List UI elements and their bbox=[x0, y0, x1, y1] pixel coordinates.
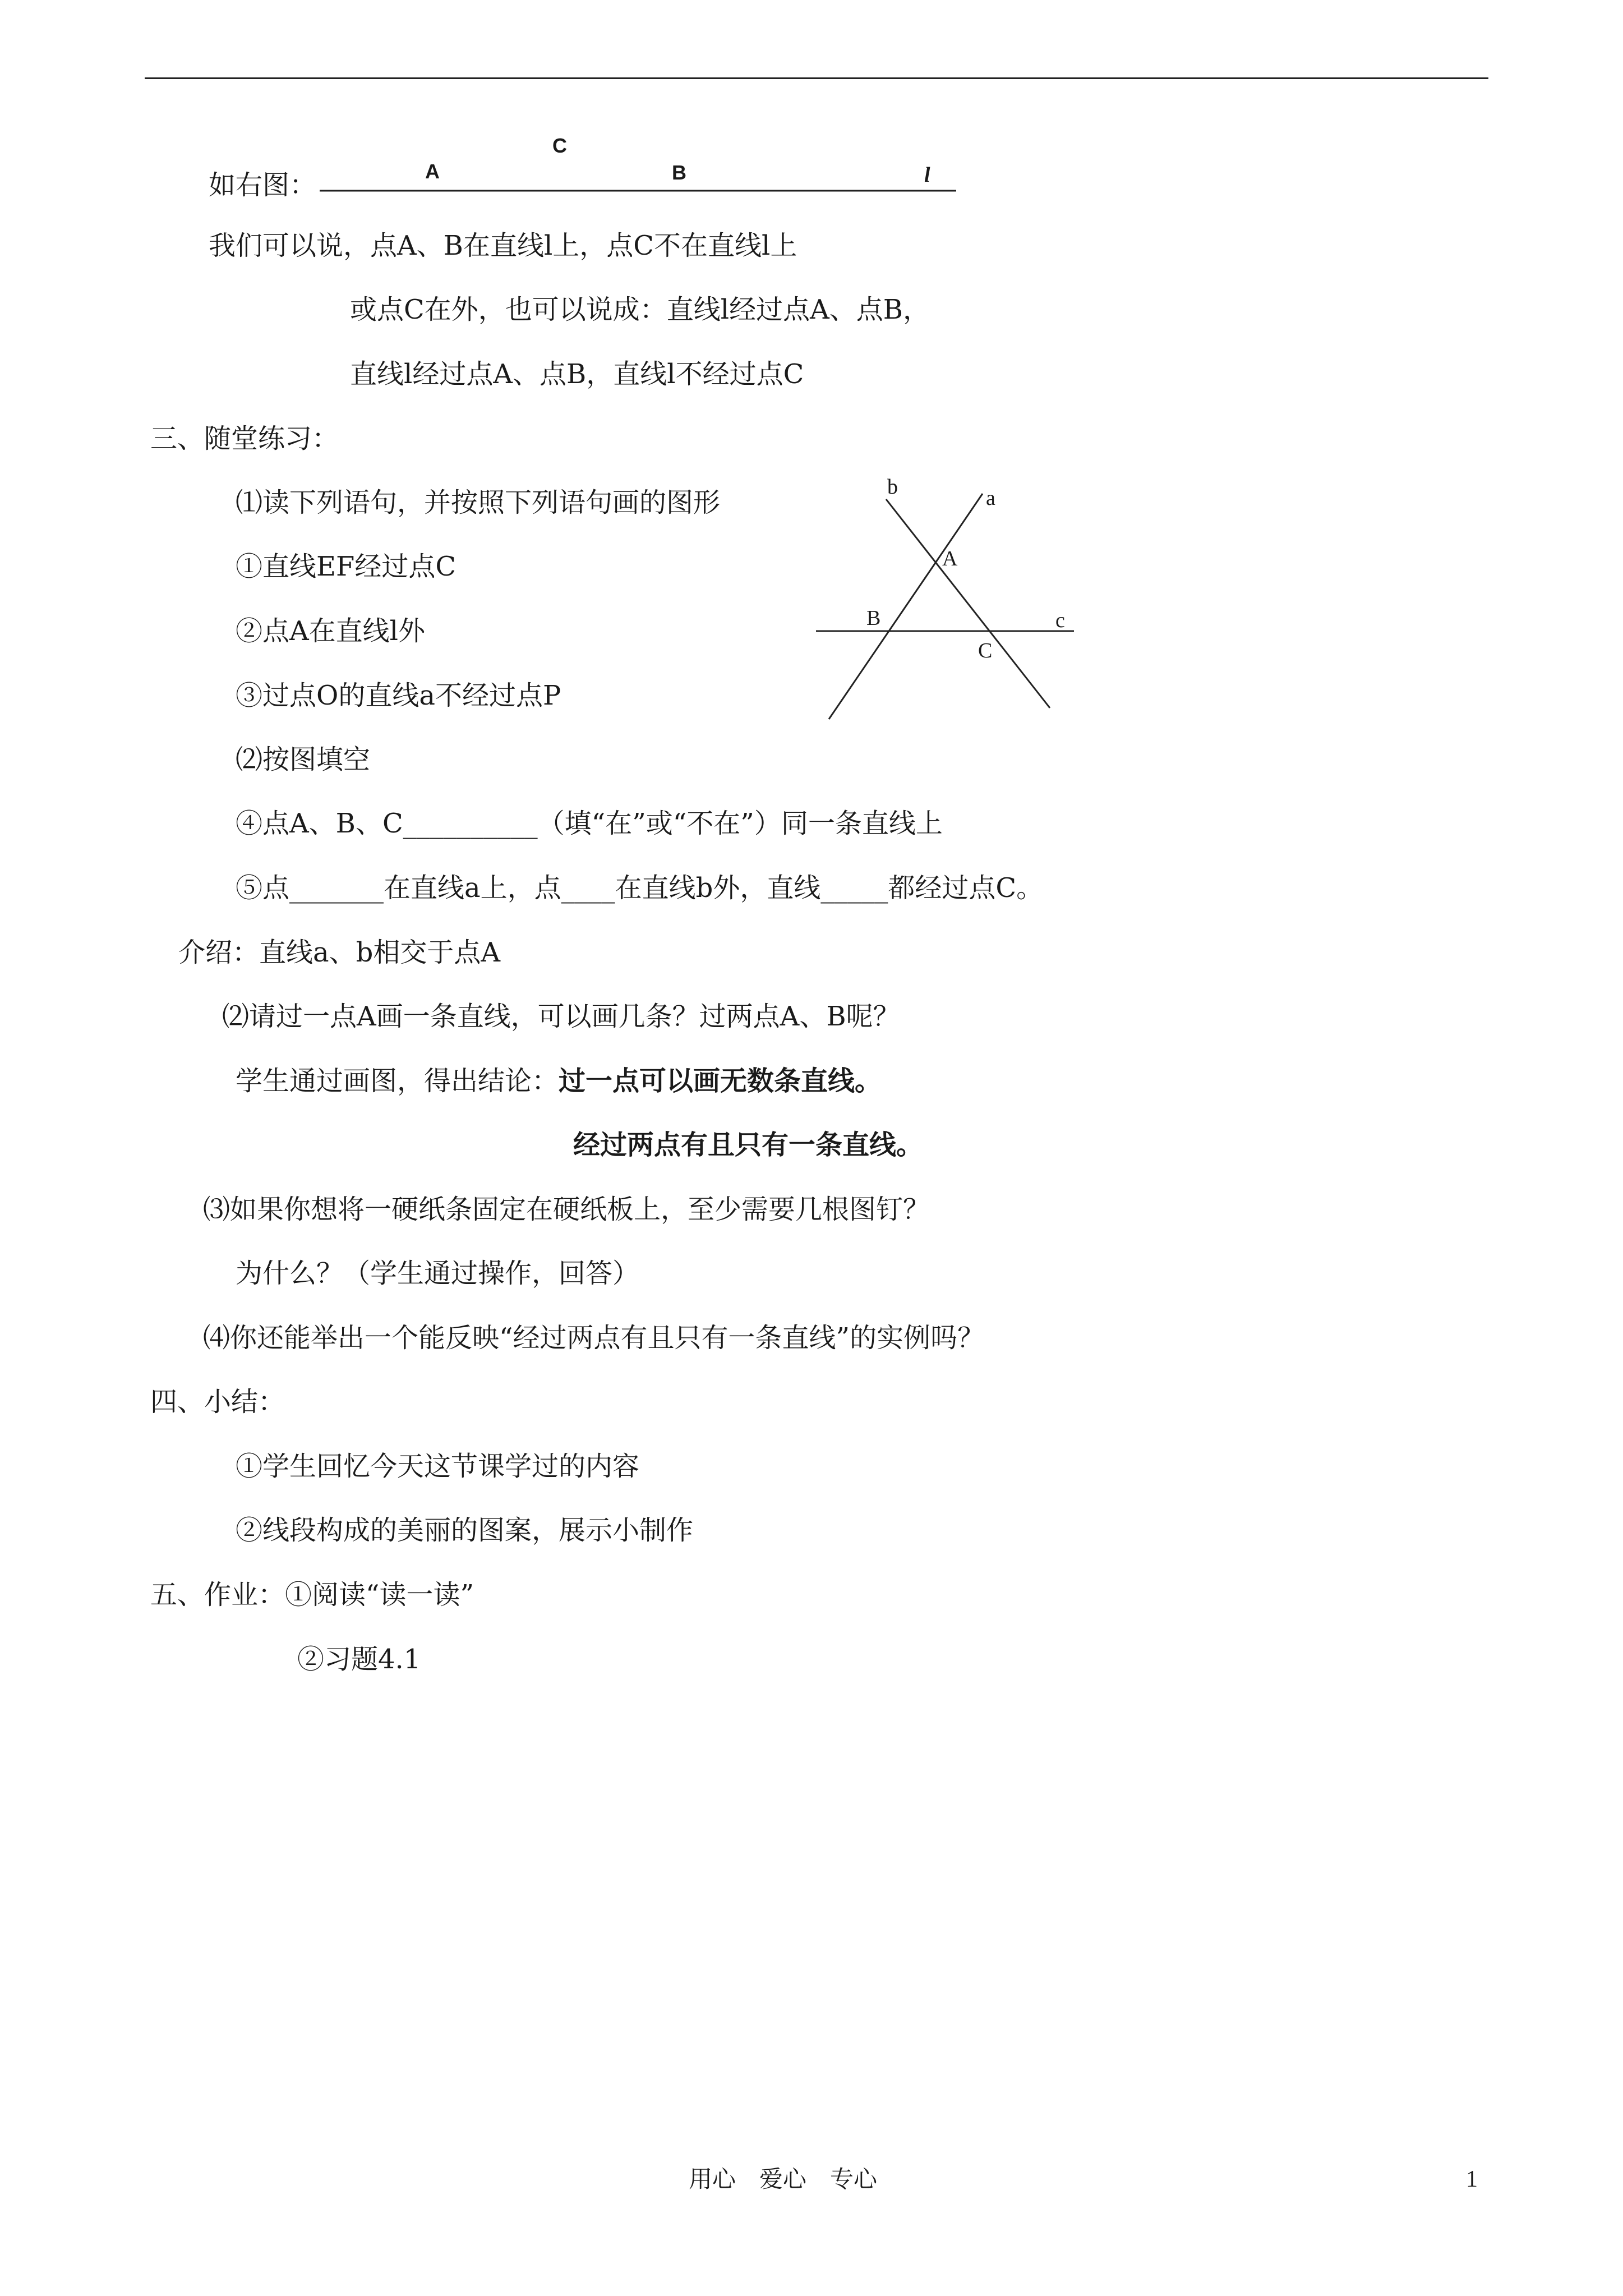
q5-text: ⑷你还能举出一个能反映“经过两点有且只有一条直线”的实例吗？ bbox=[203, 1322, 985, 1354]
figure2-label-point-A: A bbox=[942, 547, 958, 570]
intro-text: 介绍：直线a、b相交于点A bbox=[178, 937, 501, 968]
q1-item2: ②点A在直线l外 bbox=[236, 615, 426, 647]
text-line-3: 直线l经过点A、点B，直线l不经过点C bbox=[350, 358, 804, 390]
page-number: 1 bbox=[1466, 2166, 1478, 2192]
q2-item4: ④点A、B、C__________（填“在”或“不在”）同一条直线上 bbox=[236, 808, 943, 839]
figure1-label-a: A bbox=[425, 160, 440, 183]
figure2-label-line-a: a bbox=[986, 486, 995, 510]
q2-item5: ⑤点_______在直线a上，点____在直线b外，直线_____都经过点C。 bbox=[236, 872, 1044, 904]
section4-item1: ①学生回忆今天这节课学过的内容 bbox=[236, 1451, 640, 1482]
figure2-lines bbox=[0, 0, 1623, 785]
figure2-label-line-b: b bbox=[887, 475, 898, 499]
q1-item3: ③过点O的直线a不经过点P bbox=[236, 680, 561, 711]
figure1-label-l: l bbox=[924, 163, 930, 187]
section4-item2: ②线段构成的美丽的图案，展示小制作 bbox=[236, 1515, 694, 1546]
conclusion-one: 过一点可以画无数条直线。 bbox=[559, 1065, 882, 1097]
q2-text: ⑵按图填空 bbox=[236, 744, 371, 775]
text-line-2: 或点C在外，也可以说成：直线l经过点A、点B， bbox=[350, 294, 930, 325]
figure1-label-b: B bbox=[672, 161, 686, 184]
q4-followup: 为什么？（学生通过操作，回答） bbox=[236, 1258, 640, 1289]
figure2-label-line-c: c bbox=[1055, 609, 1065, 632]
section4-heading: 四、小结： bbox=[150, 1386, 285, 1418]
figure2-label-point-C: C bbox=[978, 639, 993, 662]
text-line-1: 我们可以说，点A、B在直线l上，点C不在直线l上 bbox=[209, 230, 797, 261]
section5-heading: 五、作业：①阅读“读一读” bbox=[150, 1579, 474, 1611]
q1-item1: ①直线EF经过点C bbox=[236, 551, 457, 582]
conclusion-two: 经过两点有且只有一条直线。 bbox=[573, 1129, 924, 1161]
conclusion-line bbox=[236, 1064, 882, 1098]
q1-text: ⑴读下列语句，并按照下列语句画的图形 bbox=[236, 487, 721, 518]
figure1-intro: 如右图： bbox=[209, 169, 317, 201]
figure1-label-c: C bbox=[552, 134, 567, 157]
section5-item2: ②习题4.1 bbox=[297, 1644, 421, 1675]
q3-text: ⑵请过一点A画一条直线，可以画几条？过两点A、B呢？ bbox=[222, 1001, 900, 1032]
section3-heading: 三、随堂练习： bbox=[150, 423, 339, 454]
figure2-label-point-B: B bbox=[866, 606, 881, 630]
q4-text: ⑶如果你想将一硬纸条固定在硬纸板上，至少需要几根图钉？ bbox=[203, 1194, 930, 1225]
conclusion-lead: 学生通过画图，得出结论： bbox=[236, 1065, 559, 1097]
footer-motto: 用心 爱心 专心 bbox=[689, 2165, 878, 2193]
